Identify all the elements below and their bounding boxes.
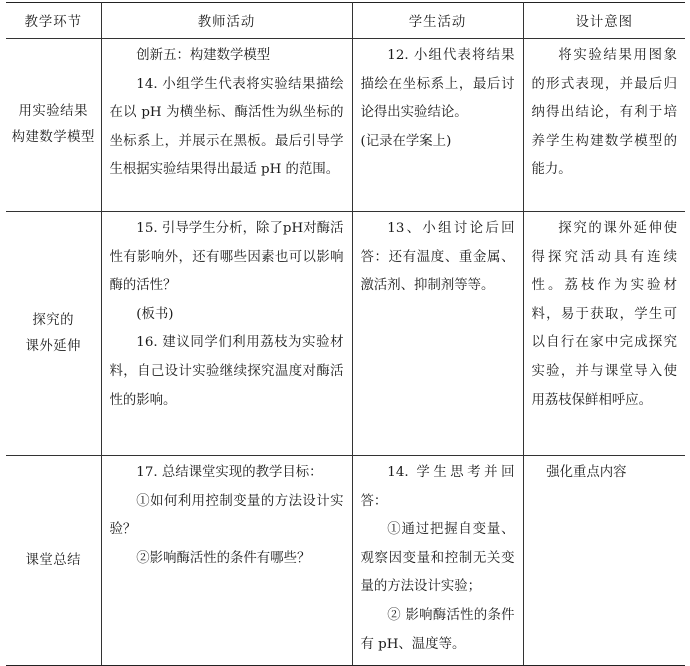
- student-text: ①通过把握自变量、观察因变量和控制无关变量的方法设计实验；: [360, 522, 515, 595]
- stage-cell: [6, 39, 101, 212]
- lesson-plan-table: [6, 2, 685, 666]
- teacher-text: (板书): [136, 306, 174, 322]
- stage-line: 用实验结果: [18, 104, 88, 119]
- teacher-cell: [101, 456, 352, 666]
- header-teacher: 教师活动: [101, 3, 352, 39]
- stage-cell: [6, 212, 101, 456]
- intent-cell: [523, 212, 685, 456]
- header-intent: 设计意图: [523, 3, 685, 39]
- intent-cell: [523, 39, 685, 212]
- teacher-cell: [101, 39, 352, 212]
- teacher-text: 15. 引导学生分析，除了pH对酶活性有影响外，还有哪些因素也可以影响酶的活性？: [109, 221, 344, 294]
- student-text: ② 影响酶活性的条件有 pH、温度等。: [360, 607, 515, 652]
- teacher-cell: [101, 212, 352, 456]
- stage-cell: [6, 456, 101, 666]
- student-cell: [352, 39, 523, 212]
- teacher-text: ①如何利用控制变量的方法设计实验？: [109, 493, 344, 538]
- intent-text: 将实验结果用图象的形式表现，并最后归纳得出结论，有利于培养学生构建数学模型的能力。: [531, 48, 677, 178]
- table-row: [6, 212, 685, 456]
- stage-line: 探究的: [32, 312, 75, 328]
- student-text: 13、小组讨论后回答：还有温度、重金属、激活剂、抑制剂等等。: [360, 221, 515, 294]
- teacher-text: 17. 总结课堂实现的教学目标：: [136, 465, 323, 480]
- teacher-text: 创新五：构建数学模型: [136, 48, 271, 63]
- table-row: [6, 456, 685, 666]
- student-cell: [352, 212, 523, 456]
- stage-line: 课堂总结: [25, 552, 82, 568]
- teacher-text: 14. 小组学生代表将实验结果描绘在以 pH 为横坐标、酶活性为纵坐标的坐标系上，并展示在黑板。最后引导学生根据实验结果得出最适 pH 的范围。: [109, 76, 344, 178]
- teacher-text: ②影响酶活性的条件有哪些？: [136, 550, 311, 566]
- table-row: [6, 39, 685, 212]
- stage-line: 构建数学模型: [11, 130, 95, 145]
- intent-text: 探究的课外延伸使得探究活动具有连续性。荔枝作为实验材料，易于获取，学生可以自行在家中完成探究实验，并与课堂导入使用荔枝保鲜相呼应。: [531, 221, 677, 408]
- student-text: 12. 小组代表将结果描绘在坐标系上，最后讨论得出实验结论。: [360, 48, 515, 121]
- header-stage: 教学环节: [6, 3, 101, 39]
- student-text: (记录在学案上): [360, 133, 452, 149]
- teacher-text: 16. 建议同学们利用荔枝为实验材料，自己设计实验继续探究温度对酶活性的影响。: [109, 335, 344, 408]
- student-text: 14. 学生思考并回答：: [360, 465, 515, 509]
- student-cell: [352, 456, 523, 666]
- stage-line: 课外延伸: [25, 338, 82, 354]
- intent-cell: [523, 456, 685, 666]
- header-row: [6, 3, 685, 39]
- intent-text: 强化重点内容: [546, 465, 627, 480]
- header-student: 学生活动: [352, 3, 523, 39]
